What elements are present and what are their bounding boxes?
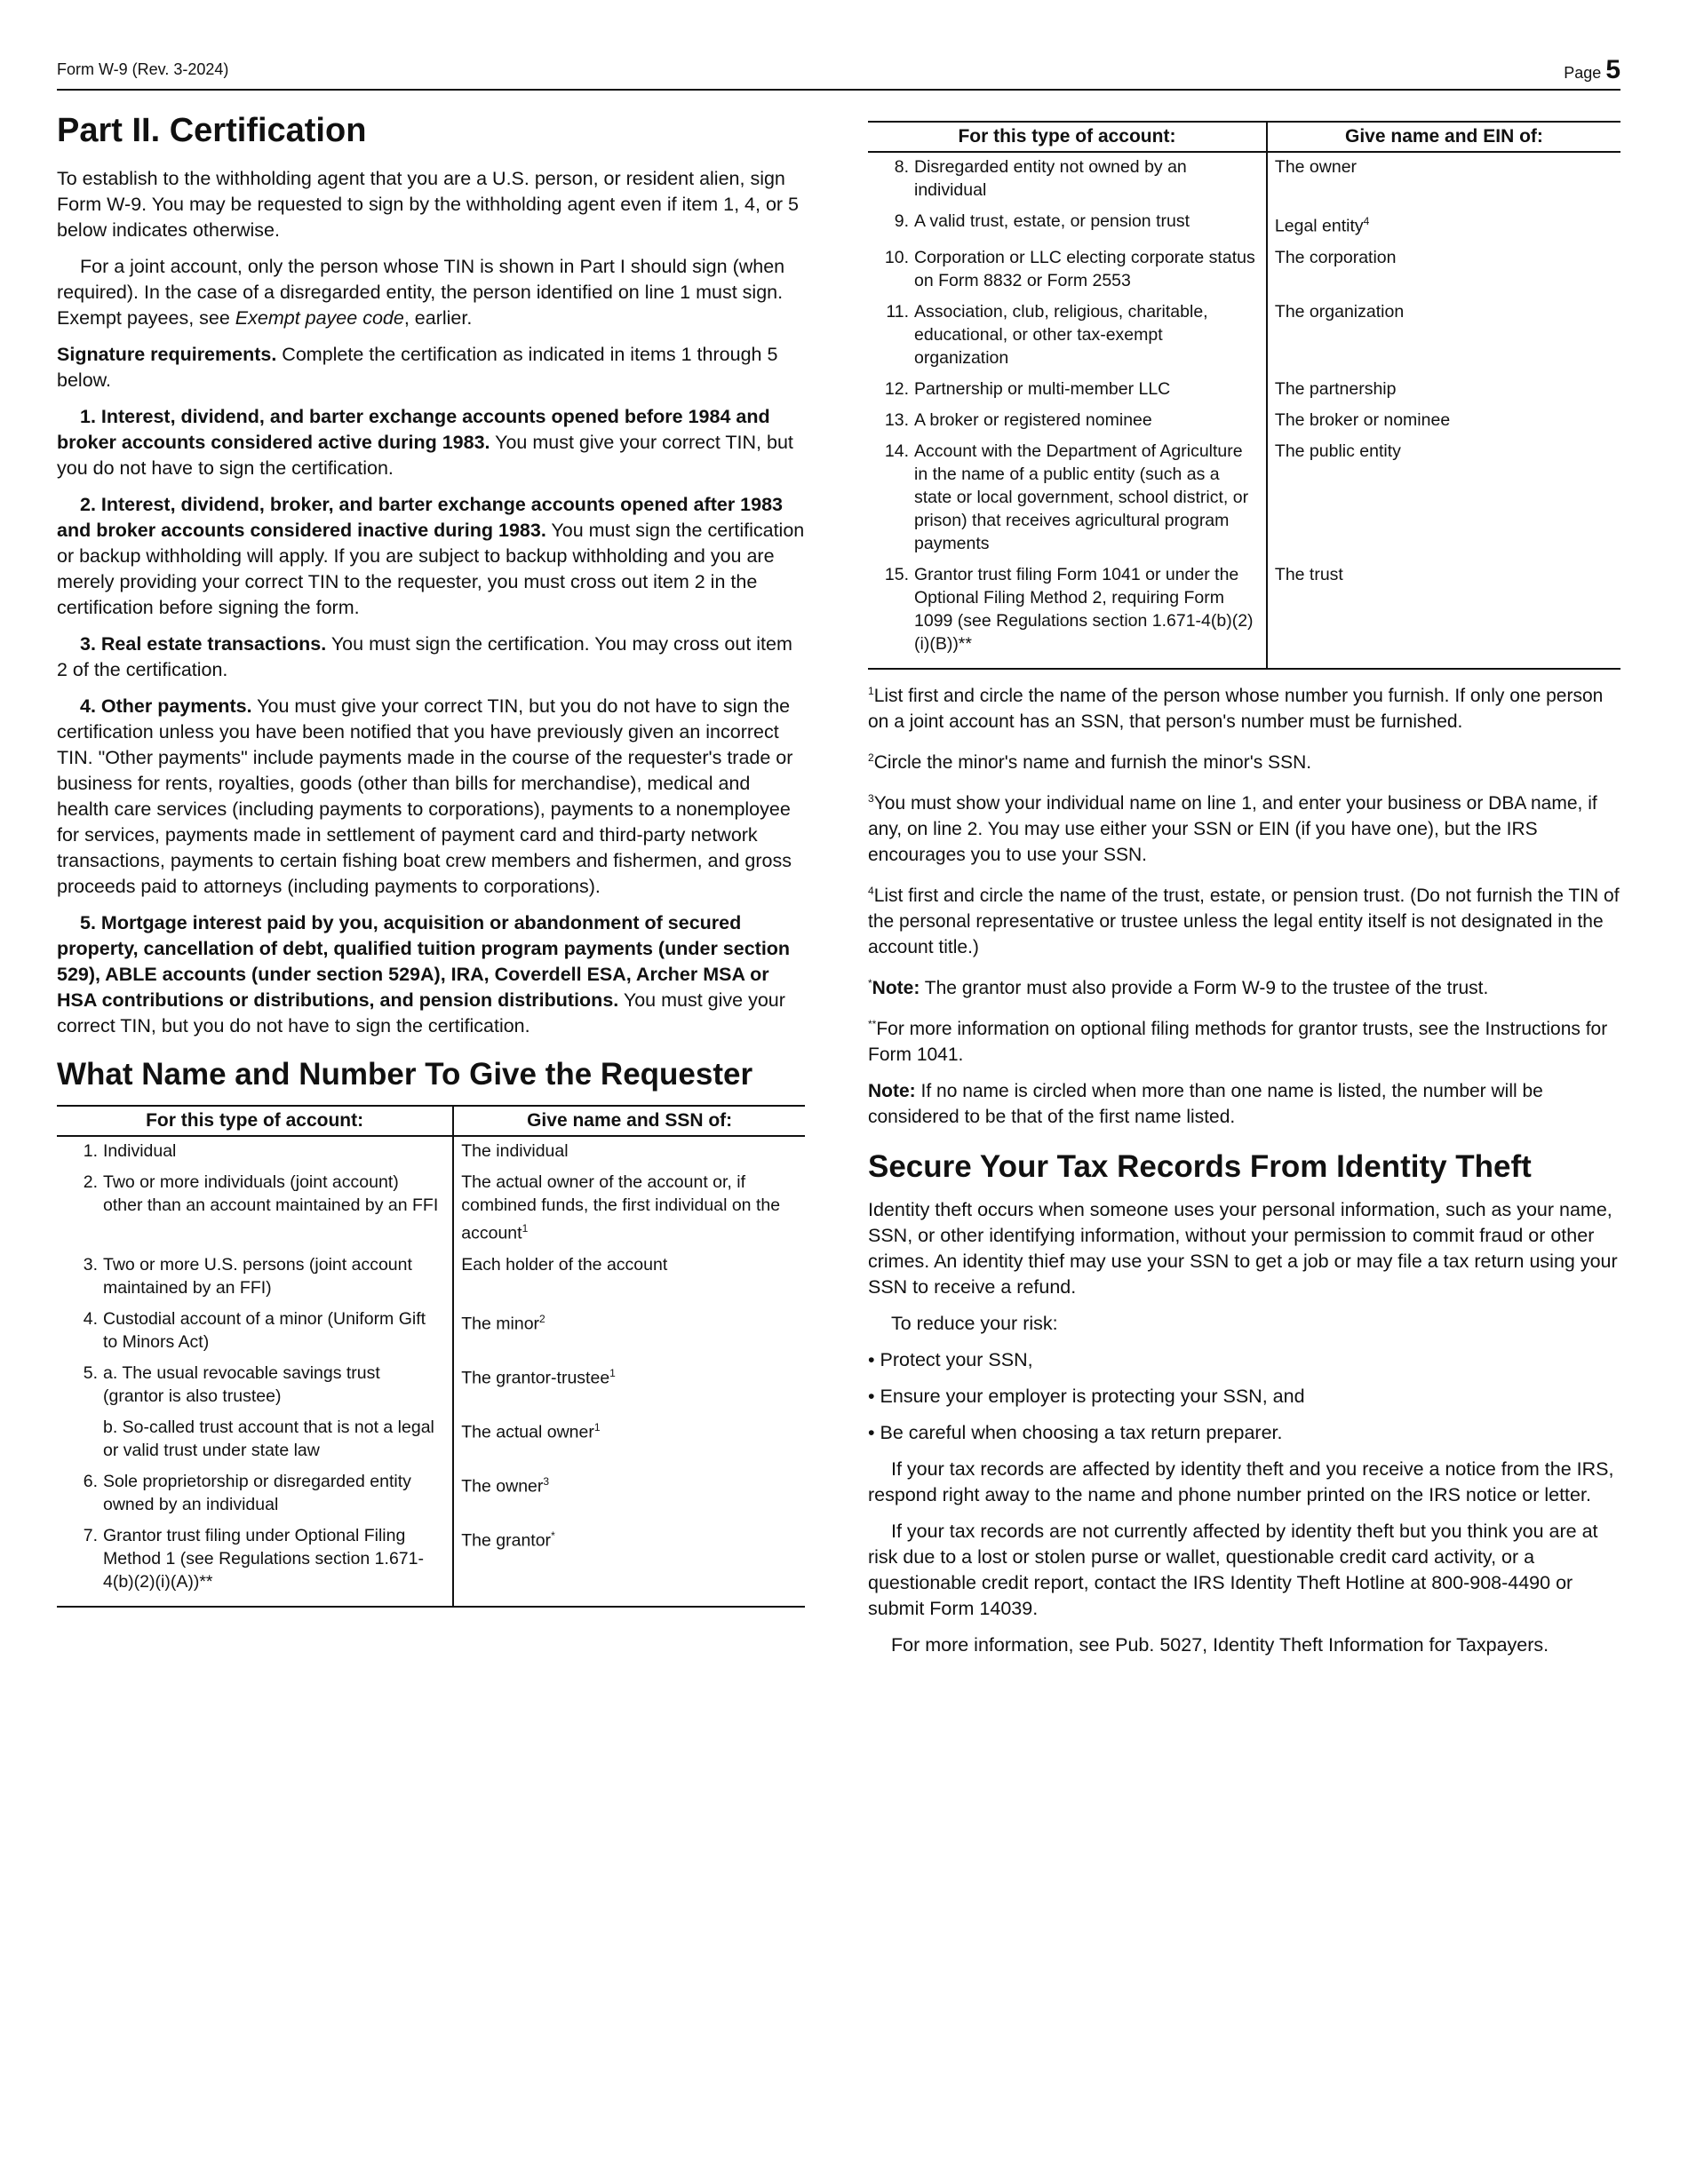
row-number: 4. bbox=[83, 1308, 98, 1329]
bullet-item: • Protect your SSN, bbox=[868, 1348, 1033, 1370]
table-row bbox=[57, 1136, 805, 1168]
row-number: 1. bbox=[83, 1141, 98, 1161]
account-type-text: A broker or registered nominee bbox=[914, 409, 1152, 430]
give-name-cell bbox=[453, 1168, 805, 1251]
bullet-item: • Ensure your employer is protecting your SSN, and bbox=[868, 1385, 1305, 1407]
ssn-table bbox=[57, 1105, 805, 1608]
table-row bbox=[57, 1305, 805, 1359]
give-name-text: Each holder of the account bbox=[461, 1254, 668, 1275]
account-type-cell bbox=[868, 152, 1267, 207]
account-type-cell bbox=[57, 1136, 453, 1168]
identity-theft-more-info: For more information, see Pub. 5027, Identity Theft Information for Taxpayers. bbox=[891, 1633, 1549, 1656]
requirement-item-1: 1. Interest, dividend, and barter exchange accounts opened before 1984 and broker accounts considered active during 1983. You must give your correct TIN, but you do not have to sign the certification. bbox=[57, 406, 793, 479]
circled-name-note: Note: If no name is circled when more than one name is listed, the number will be considered to be that of the first name listed. bbox=[868, 1080, 1543, 1127]
account-type-text: a. The usual revocable savings trust (grantor is also trustee) bbox=[103, 1362, 380, 1406]
account-type-text: Disregarded entity not owned by an individual bbox=[914, 157, 1187, 200]
account-type-text: Corporation or LLC electing corporate status on Form 8832 or Form 2553 bbox=[914, 247, 1255, 290]
ssn-table-col-give: Give name and SSN of: bbox=[453, 1106, 805, 1136]
give-name-text: The grantor-trustee bbox=[461, 1368, 610, 1387]
give-name-text: The owner bbox=[461, 1476, 544, 1496]
give-name-cell bbox=[453, 1305, 805, 1359]
row-number: 15. bbox=[884, 564, 909, 584]
identity-theft-hotline: If your tax records are not currently affected by identity theft but you think you are at risk due to a lost or stolen purse or wallet, questionable credit card activity, or a questionable credit report, contact the IRS Identity Theft Hotline at 800-908-4490 or submit Form 14039. bbox=[868, 1520, 1598, 1619]
account-type-cell bbox=[868, 207, 1267, 243]
footnote-4: $^4$List first and circle the name of the trust, estate, or pension trust. (Do not furnish the TIN of the personal representative or trustee unless the legal entity itself is not designated in the account title.) bbox=[868, 884, 1620, 957]
ein-table bbox=[868, 121, 1620, 670]
give-name-cell bbox=[1267, 560, 1620, 669]
account-type-cell bbox=[57, 1359, 453, 1413]
footnote-3: $^3$You must show your individual name on line 1, and enter your business or DBA name, if any, on line 2. You may use either your SSN or EIN (if you have one), but the IRS encourages you to use your SSN. bbox=[868, 791, 1597, 865]
row-number: 2. bbox=[83, 1172, 98, 1192]
give-name-text: The actual owner bbox=[461, 1422, 594, 1441]
account-type-cell bbox=[868, 298, 1267, 375]
account-type-text: Grantor trust filing Form 1041 or under the Optional Filing Method 2, requiring Form 1099 (see Regulations section 1.671-4(b)(2)(i)(B))** bbox=[914, 564, 1254, 654]
reduce-risk-intro: To reduce your risk: bbox=[891, 1312, 1058, 1334]
table-row bbox=[868, 207, 1620, 243]
identity-theft-title: Secure Your Tax Records From Identity Theft bbox=[868, 1148, 1532, 1184]
account-type-text: Association, club, religious, charitable, educational, or other tax-exempt organization bbox=[914, 301, 1208, 368]
give-name-text: The corporation bbox=[1274, 247, 1397, 267]
give-name-cell bbox=[1267, 243, 1620, 298]
account-type-cell bbox=[57, 1251, 453, 1305]
right-column bbox=[868, 121, 1620, 1669]
certification-intro: To establish to the withholding agent that you are a U.S. person, or resident alien, sign Form W-9. You may be requested to sign by the withholding agent even if item 1, 4, or 5 below indicates otherwise. bbox=[57, 168, 799, 241]
requirement-item-4: 4. Other payments. You must give your correct TIN, but you do not have to sign the certification unless you have been notified that you have previously given an incorrect TIN. "Other payments" include payments made in the course of the requester's trade or business for rents, royalties, goods (other than bills for merchandise), medical and health care services (including payments to corporations), payments to a nonemployee for services, payments made in settlement of payment card and third-party network transactions, payments to certain fishing boat crew members and fishermen, and gross proceeds paid to attorneys (including payments to corporations). bbox=[57, 695, 793, 897]
identity-theft-affected: If your tax records are affected by identity theft and you receive a notice from the IRS, respond right away to the name and phone number printed on the IRS notice or letter. bbox=[868, 1457, 1614, 1505]
identity-theft-intro: Identity theft occurs when someone uses your personal information, such as your name, SSN, or other identifying information, without your permission to commit fraud or other crimes. An identity thief may use your SSN to get a job or may file a tax return using your SSN to receive a refund. bbox=[868, 1198, 1618, 1298]
table-row bbox=[57, 1413, 805, 1467]
give-name-cell bbox=[1267, 406, 1620, 437]
table-row bbox=[868, 560, 1620, 669]
give-name-cell bbox=[453, 1467, 805, 1521]
row-number: 3. bbox=[83, 1254, 98, 1275]
give-name-cell bbox=[453, 1251, 805, 1305]
table-row bbox=[868, 406, 1620, 437]
give-name-text: The actual owner of the account or, if combined funds, the first individual on the account bbox=[461, 1172, 781, 1243]
account-type-cell bbox=[868, 406, 1267, 437]
signature-requirements: Signature requirements. Complete the certification as indicated in items 1 through 5 below. bbox=[57, 344, 778, 391]
account-type-cell bbox=[57, 1413, 453, 1467]
give-name-cell bbox=[1267, 207, 1620, 243]
account-type-cell bbox=[868, 437, 1267, 560]
part-ii-title: Part II. Certification bbox=[57, 112, 367, 149]
footnote-double-star: **For more information on optional filing methods for grantor trusts, see the Instructions for Form 1041. bbox=[868, 1017, 1608, 1065]
account-type-cell bbox=[868, 560, 1267, 669]
row-number: 9. bbox=[894, 211, 909, 231]
account-type-text: Two or more U.S. persons (joint account maintained by an FFI) bbox=[103, 1254, 412, 1298]
footnote-2: $^2$Circle the minor's name and furnish the minor's SSN. bbox=[868, 751, 1312, 773]
account-type-text: Custodial account of a minor (Uniform Gift to Minors Act) bbox=[103, 1308, 426, 1352]
footnote-marker: 4 bbox=[1363, 215, 1370, 227]
table-row bbox=[57, 1359, 805, 1413]
row-number: 5. bbox=[83, 1362, 98, 1383]
footnote-marker: 1 bbox=[522, 1222, 529, 1235]
account-type-cell bbox=[868, 243, 1267, 298]
give-name-text: The grantor bbox=[461, 1530, 552, 1550]
account-type-text: Two or more individuals (joint account) other than an account maintained by an FFI bbox=[103, 1172, 439, 1215]
give-name-text: The organization bbox=[1274, 301, 1405, 322]
give-name-text: The partnership bbox=[1274, 378, 1397, 399]
ssn-table-body bbox=[57, 1136, 805, 1607]
give-name-text: The trust bbox=[1274, 564, 1343, 584]
give-name-cell bbox=[453, 1359, 805, 1413]
row-number: 12. bbox=[884, 378, 909, 399]
requirement-item-3: 3. Real estate transactions. You must sign the certification. You may cross out item 2 of the certification. bbox=[57, 633, 792, 680]
give-name-text: The broker or nominee bbox=[1274, 409, 1451, 430]
footnote-star: *Note: The grantor must also provide a Form W-9 to the trustee of the trust. bbox=[868, 976, 1489, 998]
footnote-marker: 3 bbox=[543, 1474, 550, 1488]
left-column bbox=[57, 112, 805, 1608]
footnote-marker: * bbox=[551, 1529, 555, 1542]
table-row bbox=[868, 243, 1620, 298]
footnote-marker: 1 bbox=[609, 1366, 616, 1379]
account-type-cell bbox=[57, 1168, 453, 1251]
give-name-text: The minor bbox=[461, 1314, 540, 1333]
footnote-1: $^1$List first and circle the name of the person whose number you furnish. If only one person on a joint account has an SSN, that person's number must be furnished. bbox=[868, 684, 1604, 732]
ein-table-col-account: For this type of account: bbox=[868, 122, 1267, 152]
account-type-text: b. So-called trust account that is not a legal or valid trust under state law bbox=[103, 1417, 434, 1460]
table-row bbox=[868, 298, 1620, 375]
row-number: 14. bbox=[884, 441, 909, 461]
footnote-marker: 1 bbox=[593, 1420, 601, 1433]
account-type-text: Partnership or multi-member LLC bbox=[914, 378, 1171, 399]
ein-table-col-give: Give name and EIN of: bbox=[1267, 122, 1620, 152]
table-row bbox=[868, 375, 1620, 406]
ein-table-body bbox=[868, 152, 1620, 669]
row-number: 11. bbox=[886, 301, 909, 322]
give-name-cell bbox=[453, 1521, 805, 1607]
row-number: 7. bbox=[83, 1525, 98, 1545]
account-type-text: A valid trust, estate, or pension trust bbox=[914, 211, 1190, 231]
account-type-text: Grantor trust filing under Optional Filing Method 1 (see Regulations section 1.671-4(b)(2)(i)(A))** bbox=[103, 1525, 424, 1592]
ssn-table-col-account: For this type of account: bbox=[57, 1106, 453, 1136]
row-number: 10. bbox=[884, 247, 909, 267]
page-number-value: 5 bbox=[1605, 55, 1620, 84]
joint-account-paragraph: For a joint account, only the person whose TIN is shown in Part I should sign (when required). In the case of a disregarded entity, the person identified on line 1 must sign. Exempt payees, see Exempt payee code, earlier. bbox=[57, 256, 785, 329]
table-row bbox=[57, 1521, 805, 1607]
form-identifier: Form W-9 (Rev. 3-2024) bbox=[57, 60, 229, 78]
row-number: 8. bbox=[894, 157, 909, 177]
account-type-cell bbox=[868, 375, 1267, 406]
bullet-item: • Be careful when choosing a tax return preparer. bbox=[868, 1421, 1283, 1443]
give-name-text: Legal entity bbox=[1274, 216, 1364, 236]
row-number: 13. bbox=[884, 409, 909, 430]
account-type-cell bbox=[57, 1467, 453, 1521]
table-row bbox=[57, 1168, 805, 1251]
give-name-text: The owner bbox=[1274, 157, 1358, 177]
give-name-text: The individual bbox=[461, 1141, 569, 1161]
page-number bbox=[1564, 55, 1620, 85]
table-row bbox=[57, 1251, 805, 1305]
account-type-text: Account with the Department of Agriculture in the name of a public entity (such as a state or local government, school district, or prison) that receives agricultural program payments bbox=[914, 441, 1249, 553]
give-name-cell bbox=[1267, 437, 1620, 560]
account-type-cell bbox=[57, 1305, 453, 1359]
give-name-cell bbox=[1267, 298, 1620, 375]
name-number-section-title: What Name and Number To Give the Requester bbox=[57, 1057, 753, 1092]
give-name-text: The public entity bbox=[1274, 441, 1401, 461]
table-row bbox=[868, 152, 1620, 207]
table-row bbox=[57, 1467, 805, 1521]
give-name-cell bbox=[1267, 375, 1620, 406]
header-rule bbox=[57, 89, 1620, 91]
requirement-item-5: 5. Mortgage interest paid by you, acquisition or abandonment of secured property, cancellation of debt, qualified tuition program payments (under section 529), ABLE accounts (under section 529A), IRA, Coverdell ESA, Archer MSA or HSA contributions or distributions, and pension distributions. You must give your correct TIN, but you do not have to sign the certification. bbox=[57, 912, 791, 1036]
footnote-marker: 2 bbox=[539, 1312, 545, 1325]
give-name-cell bbox=[1267, 152, 1620, 207]
give-name-cell bbox=[453, 1413, 805, 1467]
row-number: 6. bbox=[83, 1471, 98, 1491]
account-type-cell bbox=[57, 1521, 453, 1607]
account-type-text: Individual bbox=[103, 1141, 177, 1161]
give-name-cell bbox=[453, 1136, 805, 1168]
table-row bbox=[868, 437, 1620, 560]
page-label: Page bbox=[1564, 64, 1602, 82]
requirement-item-2: 2. Interest, dividend, broker, and barter exchange accounts opened after 1983 and broker accounts considered inactive during 1983. You must sign the certification or backup withholding will apply. If you are subject to backup withholding and you are merely providing your correct TIN to the requester, you must cross out item 2 in the certification before signing the form. bbox=[57, 494, 805, 618]
account-type-text: Sole proprietorship or disregarded entity owned by an individual bbox=[103, 1471, 411, 1514]
